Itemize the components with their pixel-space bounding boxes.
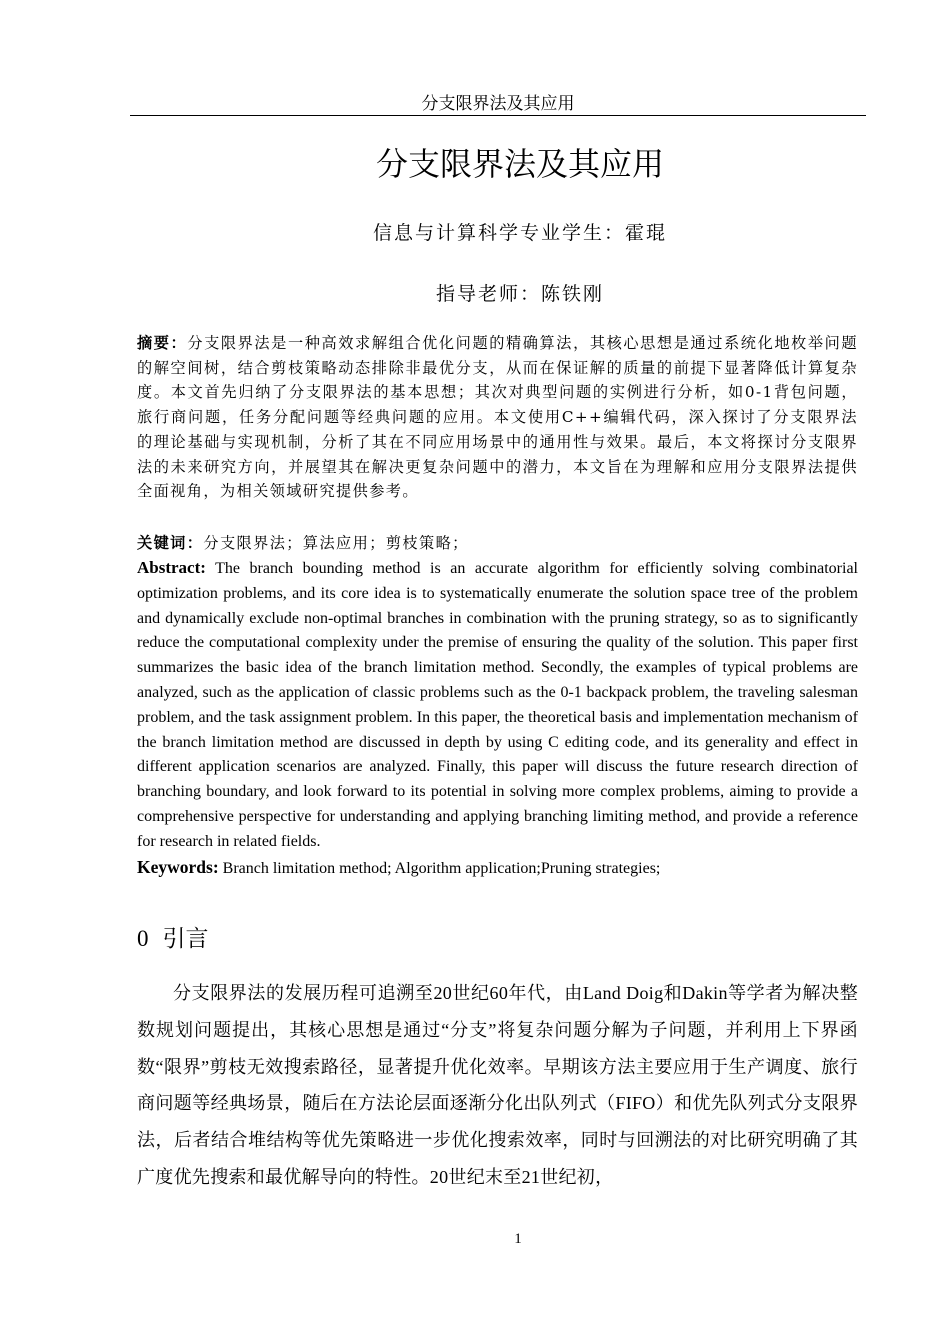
section-title: 引言 bbox=[162, 926, 209, 952]
abstract-en-text: The branch bounding method is an accurate algorithm for efficiently solving combinatorial optimization problems, and its core idea is to systematically enumerate the solution space tree of the problem and dynamically exclude non-optimal branches in combination with the pruning strategy, so as to significantly reduce the computational complexity under the premise of ensuring the quality of the solution. This paper first summarizes the basic idea of the branch limitation method. Secondly, the examples of typical problems are analyzed, such as the application of classic problems such as the 0-1 backpack problem, the traveling salesman problem, and the task assignment problem. In this paper, the theoretical basis and implementation mechanism of the branch limitation method are discussed in depth by using C editing code, and its generality and effect in different application scenarios are analyzed. Finally, this paper will discuss the future research direction of branching boundary, and look forward to its potential in solving more complex problems, aiming to provide a comprehensive perspective for understanding and applying branching limiting method, and provide a reference for research in related fields. bbox=[137, 560, 858, 850]
keywords-cn bbox=[137, 531, 858, 555]
intro-paragraph: 分支限界法的发展历程可追溯至20世纪60年代，由Land Doig和Dakin等学者为解决整数规划问题提出，其核心思想是通过“分支”将复杂问题分解为子问题，并利用上下界函数“限界”剪枝无效搜索路径，显著提升优化效率。早期该方法主要应用于生产调度、旅行商问题等经典场景，随后在方法论层面逐渐分化出队列式（FIFO）和优先队列式分支限界法，后者结合堆结构等优先策略进一步优化搜索效率，同时与回溯法的对比研究明确了其广度优先搜索和最优解导向的特性。20世纪末至21世纪初， bbox=[137, 983, 858, 1187]
abstract-en-label: Abstract: bbox=[137, 558, 206, 577]
page-number: 1 bbox=[514, 1231, 522, 1247]
abstract-en bbox=[137, 556, 858, 855]
section-heading bbox=[137, 922, 209, 956]
abstract-cn-text: 分支限界法是一种高效求解组合优化问题的精确算法，其核心思想是通过系统化地枚举问题的解空间树，结合剪枝策略动态排除非最优分支，从而在保证解的质量的前提下显著降低计算复杂度。本文首先归纳了分支限界法的基本思想；其次对典型问题的实例进行分析，如0-1背包问题，旅行商问题，任务分配问题等经典问题的应用。本文使用C++编辑代码，深入探讨了分支限界法的理论基础与实现机制，分析了其在不同应用场景中的通用性与效果。最后，本文将探讨分支限界法的未来研究方向，并展望其在解决更复杂问题中的潜力，本文旨在为理解和应用分支限界法提供全面视角，为相关领域研究提供参考。 bbox=[137, 334, 859, 501]
keywords-en-text: Branch limitation method; Algorithm application;Pruning strategies; bbox=[222, 860, 661, 877]
running-header: 分支限界法及其应用 bbox=[421, 94, 575, 114]
advisor-line: 指导老师：陈铁刚 bbox=[435, 283, 604, 305]
paper-title: 分支限界法及其应用 bbox=[375, 145, 664, 183]
section-number: 0 bbox=[137, 926, 149, 951]
keywords-cn-label: 关键词： bbox=[137, 534, 204, 552]
keywords-en bbox=[137, 855, 858, 881]
abstract-cn-label: 摘要： bbox=[137, 334, 188, 352]
keywords-en-label: Keywords: bbox=[137, 857, 219, 877]
abstract-cn bbox=[137, 331, 858, 504]
author-line: 信息与计算科学专业学生：霍琨 bbox=[372, 222, 667, 244]
header-rule bbox=[130, 115, 866, 116]
keywords-cn-text: 分支限界法；算法应用；剪枝策略； bbox=[203, 534, 469, 552]
